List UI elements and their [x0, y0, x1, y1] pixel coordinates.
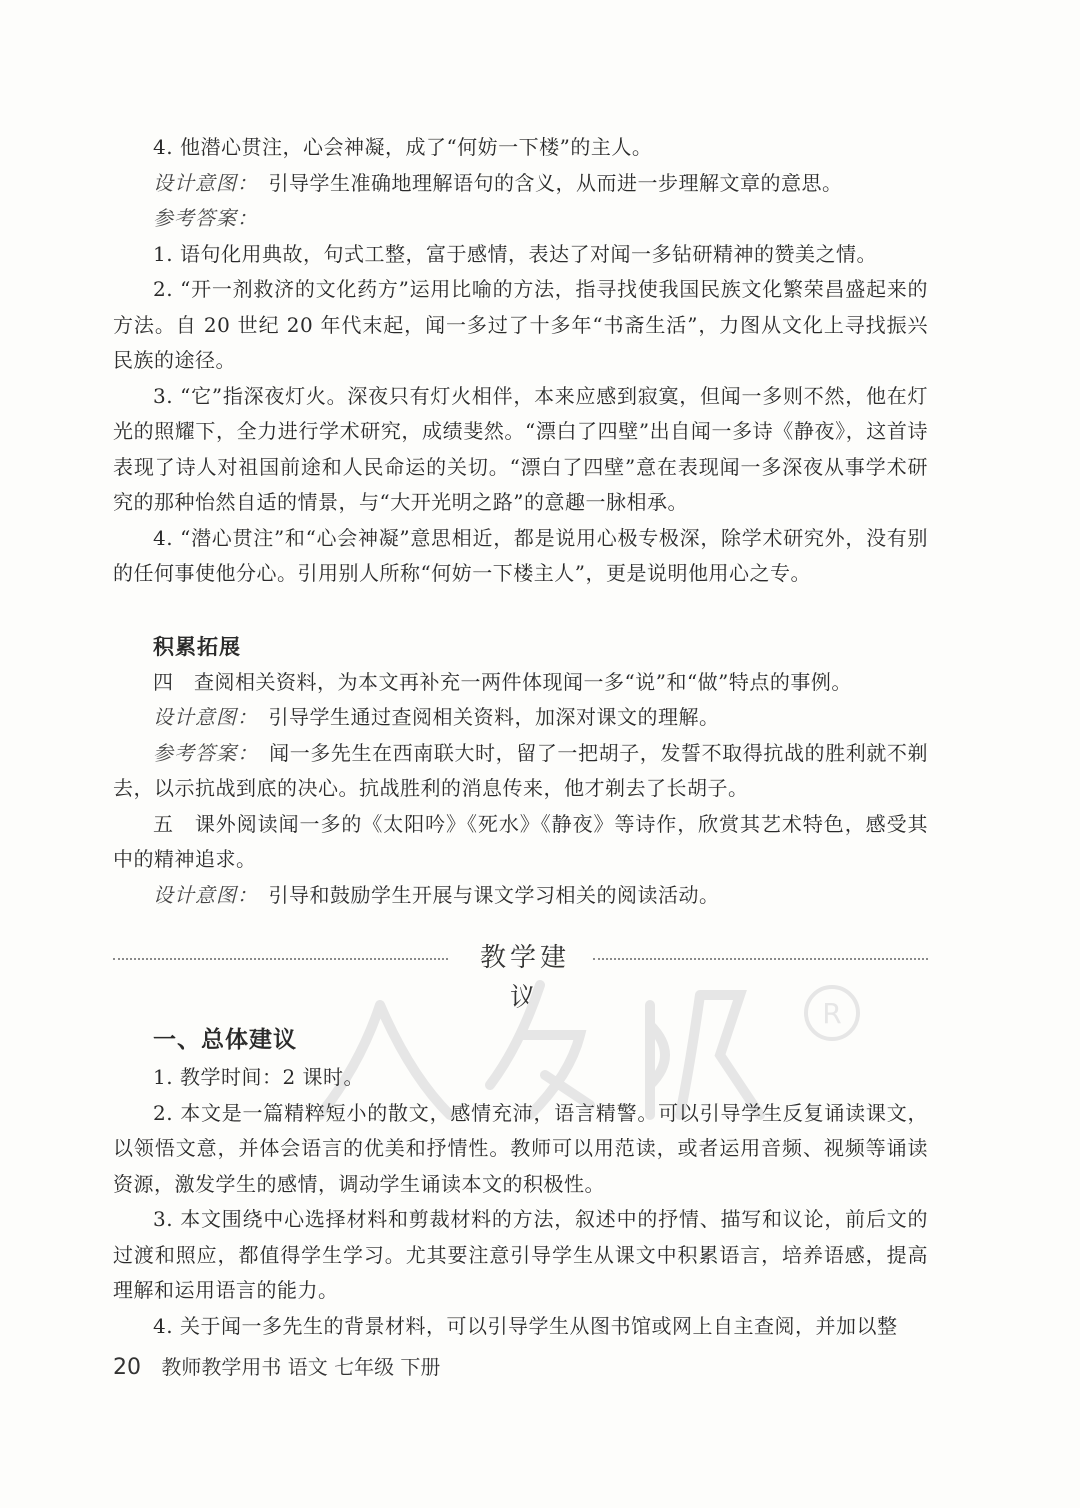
item-5: 五 课外阅读闻一多的《太阳吟》《死水》《静夜》等诗作，欣赏其艺术特色，感受其中的精神追求。 [113, 811, 928, 871]
divider-line-right [593, 958, 928, 960]
answer-3: 3. “它”指深夜灯火。深夜只有灯火相伴，本来应感到寂寞，但闻一多则不然，他在灯光的照耀下，全力进行学术研究，成绩斐然。“漂白了四壁”出自闻一多诗《静夜》，这首诗表现了诗人对祖国前途和人民命运的关切。“漂白了四壁”意在表现闻一多深夜从事学术研究的那种怡然自适的情景，与“大开光明之路”的意趣一脉相承。 [113, 383, 928, 514]
overall-1: 1. 教学时间：2 课时。 [153, 1065, 365, 1089]
overall-2: 2. 本文是一篇精粹短小的散文，感情充沛，语言精警。可以引导学生反复诵读课文，以领悟文意，并体会语言的优美和抒情性。教师可以用范读，或者运用音频、视频等诵读资源，激发学生的感情，调动学生诵读本文的积极性。 [113, 1100, 928, 1196]
answer-4: 4. “潜心贯注”和“心会神凝”意思相近，都是说用心极专极深，除学术研究外，没有别的任何事使他分心。引用别人所称“何妨一下楼主人”，更是说明他用心之专。 [113, 525, 928, 585]
divider-line-left [113, 958, 448, 960]
page-footer [113, 1352, 440, 1383]
design-intent-label: 设计意图： [153, 170, 248, 195]
reference-answer-label [113, 201, 928, 237]
page-number: 20 [113, 1355, 141, 1380]
answer-label: 参考答案： [153, 206, 258, 230]
answer-text: 闻一多先生在西南联大时，留了一把胡子，发誓不取得抗战的胜利就不剃去，以示抗战到底的决心。抗战胜利的消息传来，他才剃去了长胡子。 [113, 740, 929, 800]
section-heading-overall: 一、总体建议 [153, 1027, 297, 1053]
overall-3: 3. 本文围绕中心选择材料和剪裁材料的方法，叙述中的抒情、描写和议论，前后文的过渡和照应，都值得学生学习。尤其要注意引导学生从课文中积累语言，培养语感，提高理解和运用语言的能力。 [113, 1207, 928, 1302]
design-intent-label: 设计意图： [153, 882, 248, 907]
answer-1: 1. 语句化用典故，句式工整，富于感情，表达了对闻一多钻研精神的赞美之情。 [153, 241, 877, 266]
answer-2: 2. “开一剂救济的文化药方”运用比喻的方法，指寻找使我国民族文化繁荣昌盛起来的方法。自 20 世纪 20 年代末起，闻一多过了十多年“书斋生活”，力图从文化上寻找振兴民族的途径。 [113, 277, 928, 372]
item-4: 四 查阅相关资料，为本文再补充一两件体现闻一多“说”和“做”特点的事例。 [153, 669, 852, 694]
svg-text:R: R [822, 997, 842, 1030]
section-heading-accumulate: 积累拓展 [153, 634, 241, 659]
design-intent-3 [113, 878, 928, 914]
divider-title: 教学建议 [479, 943, 570, 1013]
page-content [113, 130, 928, 913]
answer-label: 参考答案： [153, 740, 249, 765]
reference-answer-2 [113, 736, 928, 807]
book-title: 教师教学用书 语文 七年级 下册 [161, 1355, 441, 1379]
design-intent-text: 引导和鼓励学生开展与课文学习相关的阅读活动。 [268, 882, 720, 907]
design-intent-1 [113, 166, 928, 202]
design-intent-text: 引导学生准确地理解语句的含义，从而进一步理解文章的意思。 [268, 170, 843, 195]
design-intent-text: 引导学生通过查阅相关资料，加深对课文的理解。 [268, 705, 720, 729]
teaching-suggestions [113, 1020, 928, 1344]
design-intent-label: 设计意图： [153, 705, 248, 729]
overall-4: 4. 关于闻一多先生的背景材料，可以引导学生从图书馆或网上自主查阅，并加以整 [153, 1313, 898, 1338]
question-4: 4. 他潜心贯注，心会神凝，成了“何妨一下楼”的主人。 [153, 135, 653, 159]
design-intent-2 [113, 700, 928, 736]
